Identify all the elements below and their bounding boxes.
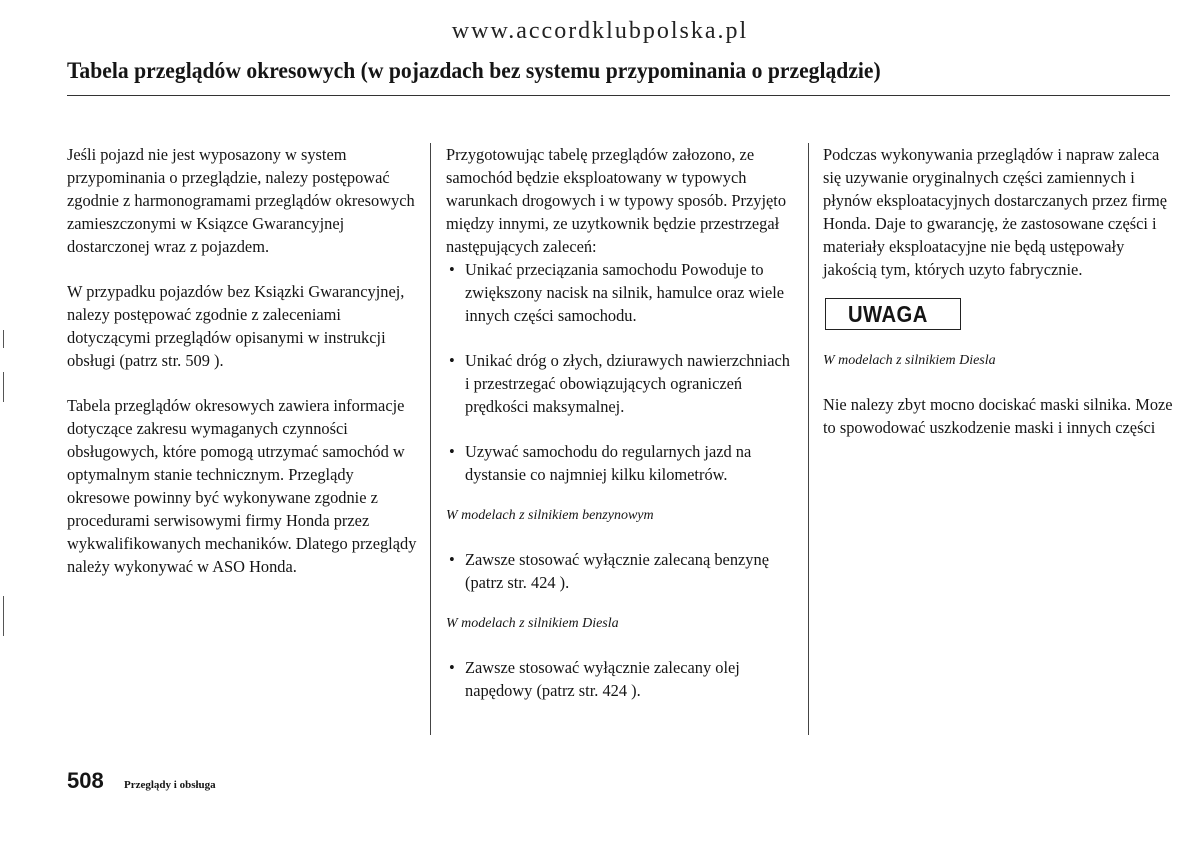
bullet-icon: • bbox=[449, 442, 455, 461]
list-item bbox=[446, 548, 796, 594]
warning-text: Nie nalezy zbyt mocno dociskać maski silnika. Moze to spowodować uszkodzenie maski i innych części bbox=[823, 395, 1173, 437]
warning-label: UWAGA bbox=[848, 301, 928, 327]
title-rule bbox=[67, 95, 1170, 96]
bullet-icon: • bbox=[449, 550, 455, 569]
paragraph: Przygotowując tabelę przeglądów załozono, ze samochód będzie eksploatowany w typowych warunkach drogowych i w typowy sposób. Przyjęto między innymi, ze uzytkownik będzie przestrzegał następujących zaleceń: bbox=[446, 145, 787, 256]
model-label: W modelach z silnikiem Diesla bbox=[446, 616, 619, 631]
warning-box bbox=[825, 298, 961, 330]
list-item bbox=[446, 440, 796, 486]
list-item-text: Unikać przeciązania samochodu Powoduje to zwiększony nacisk na silnik, hamulce oraz wiele innych części samochodu. bbox=[465, 260, 785, 325]
bullet-icon: • bbox=[449, 351, 455, 370]
column-right bbox=[823, 143, 1173, 461]
edge-mark bbox=[3, 330, 4, 348]
bullet-icon: • bbox=[449, 260, 455, 279]
list-item-text: Uzywać samochodu do regularnych jazd na dystansie co najmniej kilku kilometrów. bbox=[465, 442, 752, 484]
column-middle bbox=[446, 143, 796, 702]
list-item bbox=[446, 349, 796, 418]
paragraph: Jeśli pojazd nie jest wyposazony w system przypominania o przeglądzie, nalezy postępować zgodnie z harmonogramami przeglądów okresowych zamieszczonymi w Ksiązce Gwarancyjnej dostarczonej wraz z pojazdem. bbox=[67, 145, 415, 256]
column-divider bbox=[430, 143, 431, 735]
paragraph: Tabela przeglądów okresowych zawiera informacje dotyczące zakresu wymaganych czynności obsługowych, które pomogą utrzymać samochód w optymalnym stanie technicznym. Przeglądy okresowe powinny być wykonywane zgodnie z procedurami serwisowymi firmy Honda przez wykwalifikowanych mechaników. Dlatego przeglądy należy wykonywać w ASO Honda. bbox=[67, 396, 417, 576]
section-name: Przeglądy i obsługa bbox=[124, 779, 216, 791]
paragraph: Podczas wykonywania przeglądów i napraw zaleca się uzywanie oryginalnych części zamiennych i płynów eksploatacyjnych dostarczanych przez firmę Honda. Daje to gwarancję, że zastosowane części i materiały eksploatacyjne nie będą ustępowały jakością tym, których uzyto fabrycznie. bbox=[823, 145, 1168, 279]
list-item bbox=[446, 258, 796, 327]
model-label: W modelach z silnikiem benzynowym bbox=[446, 508, 654, 523]
model-label: W modelach z silnikiem Diesla bbox=[823, 353, 996, 368]
site-url: www.accordklubpolska.pl bbox=[451, 18, 749, 44]
column-divider bbox=[808, 143, 809, 735]
edge-mark bbox=[3, 596, 4, 636]
page-title: Tabela przeglądów okresowych (w pojazdach bez systemu przypominania o przeglądzie) bbox=[67, 58, 881, 84]
bullet-icon: • bbox=[449, 658, 455, 677]
paragraph: W przypadku pojazdów bez Ksiązki Gwarancyjnej, nalezy postępować zgodnie z zaleceniami dotyczącymi przeglądów opisanymi w instrukcji obsługi (patrz str. 509 ). bbox=[67, 282, 405, 370]
list-item-text: Unikać dróg o złych, dziurawych nawierzchniach i przestrzegać obowiązujących ograniczeń prędkości maksymalnej. bbox=[465, 351, 790, 416]
list-item-text: Zawsze stosować wyłącznie zalecaną benzynę (patrz str. 424 ). bbox=[465, 550, 769, 592]
page-number: 508 bbox=[67, 768, 104, 793]
column-left bbox=[67, 143, 417, 600]
list-item-text: Zawsze stosować wyłącznie zalecany olej napędowy (patrz str. 424 ). bbox=[465, 658, 740, 700]
edge-mark bbox=[3, 372, 4, 402]
list-item bbox=[446, 656, 796, 702]
